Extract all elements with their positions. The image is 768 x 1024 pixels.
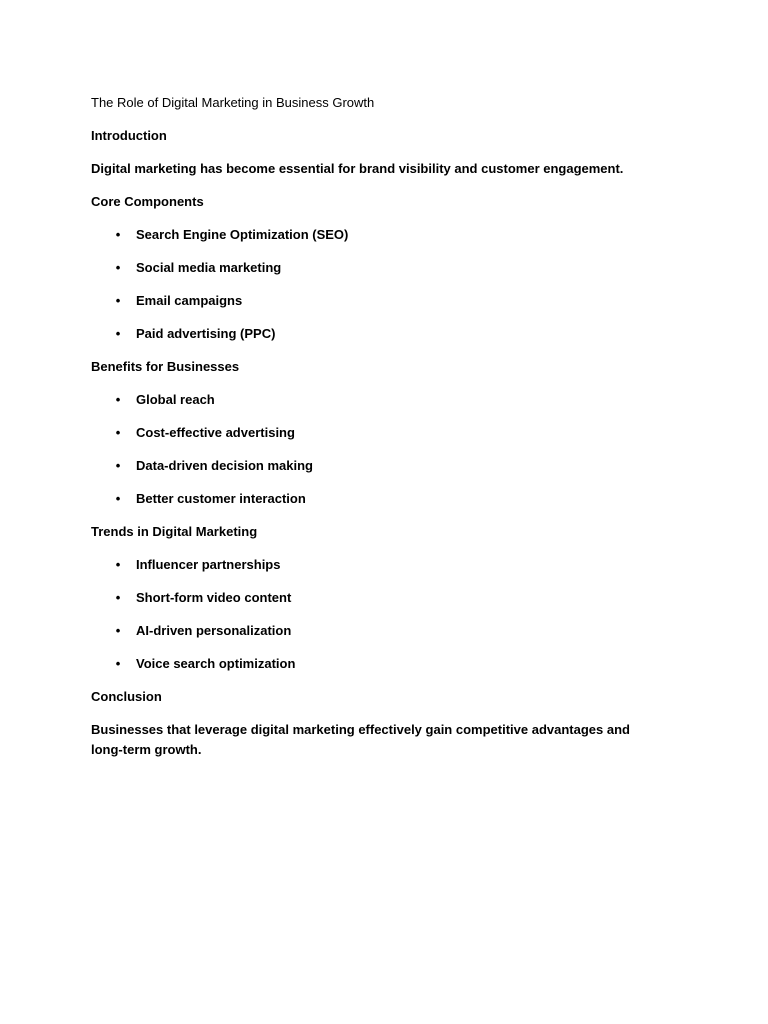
bullet-icon: • <box>115 392 121 407</box>
core-components-heading: Core Components <box>91 194 204 209</box>
list-item-text: AI-driven personalization <box>136 623 292 638</box>
bullet-icon: • <box>115 491 121 506</box>
trends-heading: Trends in Digital Marketing <box>91 524 258 539</box>
bullet-icon: • <box>115 227 121 242</box>
conclusion-heading: Conclusion <box>91 689 162 704</box>
list-item-text: Global reach <box>136 392 215 407</box>
document-body <box>91 93 661 760</box>
list-item-text: Paid advertising (PPC) <box>136 326 276 341</box>
list-item-text: Influencer partnerships <box>136 557 281 572</box>
list-item-text: Better customer interaction <box>136 491 306 506</box>
list-item-text: Search Engine Optimization (SEO) <box>136 227 349 242</box>
list-item <box>91 291 661 311</box>
list-item <box>91 423 661 443</box>
list-item-text: Social media marketing <box>136 260 282 275</box>
core-components-list <box>91 225 661 344</box>
bullet-icon: • <box>115 590 121 605</box>
bullet-icon: • <box>115 458 121 473</box>
trends-list <box>91 555 661 674</box>
list-item <box>91 489 661 509</box>
bullet-icon: • <box>115 293 121 308</box>
bullet-icon: • <box>115 260 121 275</box>
list-item <box>91 555 661 575</box>
introduction-heading: Introduction <box>91 128 167 143</box>
list-item <box>91 225 661 245</box>
list-item-text: Data-driven decision making <box>136 458 313 473</box>
benefits-list <box>91 390 661 509</box>
conclusion-text: Businesses that leverage digital marketing effectively gain competitive advantages and long-term growth. <box>91 722 630 757</box>
bullet-icon: • <box>115 425 121 440</box>
bullet-icon: • <box>115 326 121 341</box>
bullet-icon: • <box>115 656 121 671</box>
list-item-text: Email campaigns <box>136 293 243 308</box>
list-item <box>91 324 661 344</box>
document-title: The Role of Digital Marketing in Business Growth <box>91 95 375 110</box>
introduction-text: Digital marketing has become essential for brand visibility and customer engagement. <box>91 161 624 176</box>
bullet-icon: • <box>115 623 121 638</box>
list-item <box>91 654 661 674</box>
list-item <box>91 621 661 641</box>
list-item <box>91 588 661 608</box>
list-item <box>91 258 661 278</box>
list-item <box>91 456 661 476</box>
list-item-text: Voice search optimization <box>136 656 296 671</box>
list-item-text: Cost-effective advertising <box>136 425 295 440</box>
bullet-icon: • <box>115 557 121 572</box>
list-item-text: Short-form video content <box>136 590 292 605</box>
list-item <box>91 390 661 410</box>
benefits-heading: Benefits for Businesses <box>91 359 240 374</box>
